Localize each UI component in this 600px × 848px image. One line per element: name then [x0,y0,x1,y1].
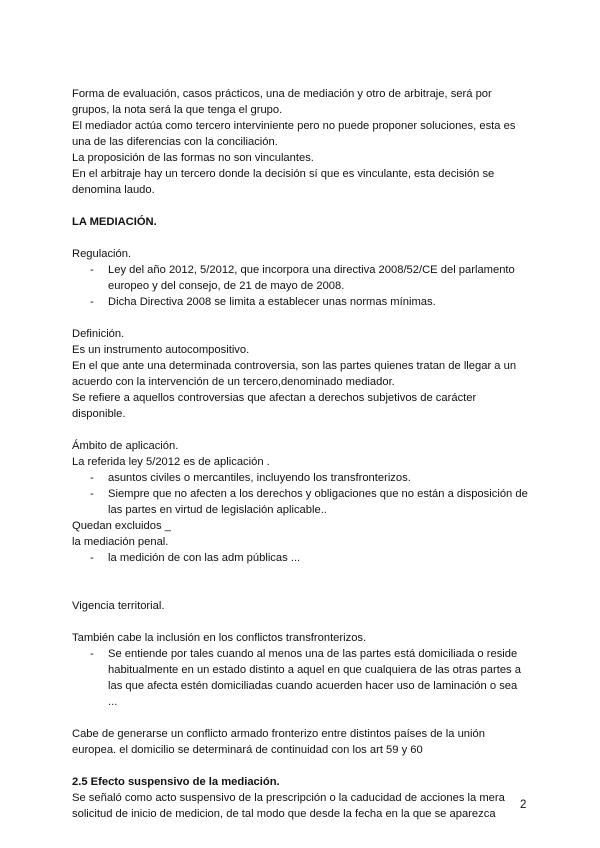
efecto-text: Se señaló como acto suspensivo de la prescripción o la caducidad de acciones la mera solicitud de inicio de medicion, de tal modo que desde la fecha en la que se aparezca [72,792,505,820]
ambito-penal: la mediación penal. [72,536,169,548]
vigencia-note: Cabe de generarse un conflicto armado fronterizo entre distintos países de la unión europea. el domicilio se determinará de continuidad con los art 59 y 60 [72,728,485,756]
vigencia-intro: También cabe la inclusión en los conflictos transfronterizos. [72,632,367,644]
intro-paragraph-3: La proposición de las formas no son vinculantes. [72,152,314,164]
section-heading-efecto: 2.5 Efecto suspensivo de la mediación. [72,776,280,788]
intro-paragraph-2: El mediador actúa como tercero interviniente pero no puede proponer soluciones, esta es una de las diferencias con la conciliación. [72,120,516,148]
definicion-line-2: En el que ante una determinada controversia, son las partes quienes tratan de llegar a un acuerdo con la intervención de un tercero,denominado mediador. [72,360,517,388]
document-page [72,86,528,822]
intro-paragraph-1: Forma de evaluación, casos prácticos, una de mediación y otro de arbitraje, será por grupos, la nota será la que tenga el grupo. [72,88,492,116]
ambito-excl-item-1: - la medición de con las adm públicas ... [72,550,522,566]
intro-paragraph-4: En el arbitraje hay un tercero donde la decisión sí que es vinculante, esta decisión se denomina laudo. [72,168,495,196]
definicion-line-1: Es un instrumento autocompositivo. [72,344,250,356]
ambito-excluidos: Quedan excluidos _ [72,520,171,532]
vigencia-title: Vigencia territorial. [72,600,165,612]
vigencia-item-1: - Se entiende por tales cuando al menos una de las partes está domiciliada o reside habitualmente en un estado distinto a aquel en que cualquiera de las otras partes a las que afecta estén domiciliadas cuando acuerden hacer uso de laminación o sea ... [72,646,522,710]
ambito-intro: La referida ley 5/2012 es de aplicación . [72,456,270,468]
ambito-title: Ámbito de aplicación. [72,440,179,452]
section-heading-mediacion: LA MEDIACIÓN. [72,216,157,228]
page-number: 2 [520,799,527,811]
ambito-item-1: - asuntos civiles o mercantiles, incluyendo los transfronterizos. [72,470,522,486]
regulacion-title: Regulación. [72,248,132,260]
definicion-line-3: Se refiere a aquellos controversias que afectan a derechos subjetivos de carácter disponible. [72,392,477,420]
regulacion-item-1: - Ley del año 2012, 5/2012, que incorpora una directiva 2008/52/CE del parlamento europeo y del consejo, de 21 de mayo de 2008. [72,262,522,294]
regulacion-item-2: - Dicha Directiva 2008 se limita a establecer unas normas mínimas. [72,294,522,310]
ambito-item-2: - Siempre que no afecten a los derechos y obligaciones que no están a disposición de las partes en virtud de legislación aplicable.. [72,486,530,518]
definicion-title: Definición. [72,328,125,340]
